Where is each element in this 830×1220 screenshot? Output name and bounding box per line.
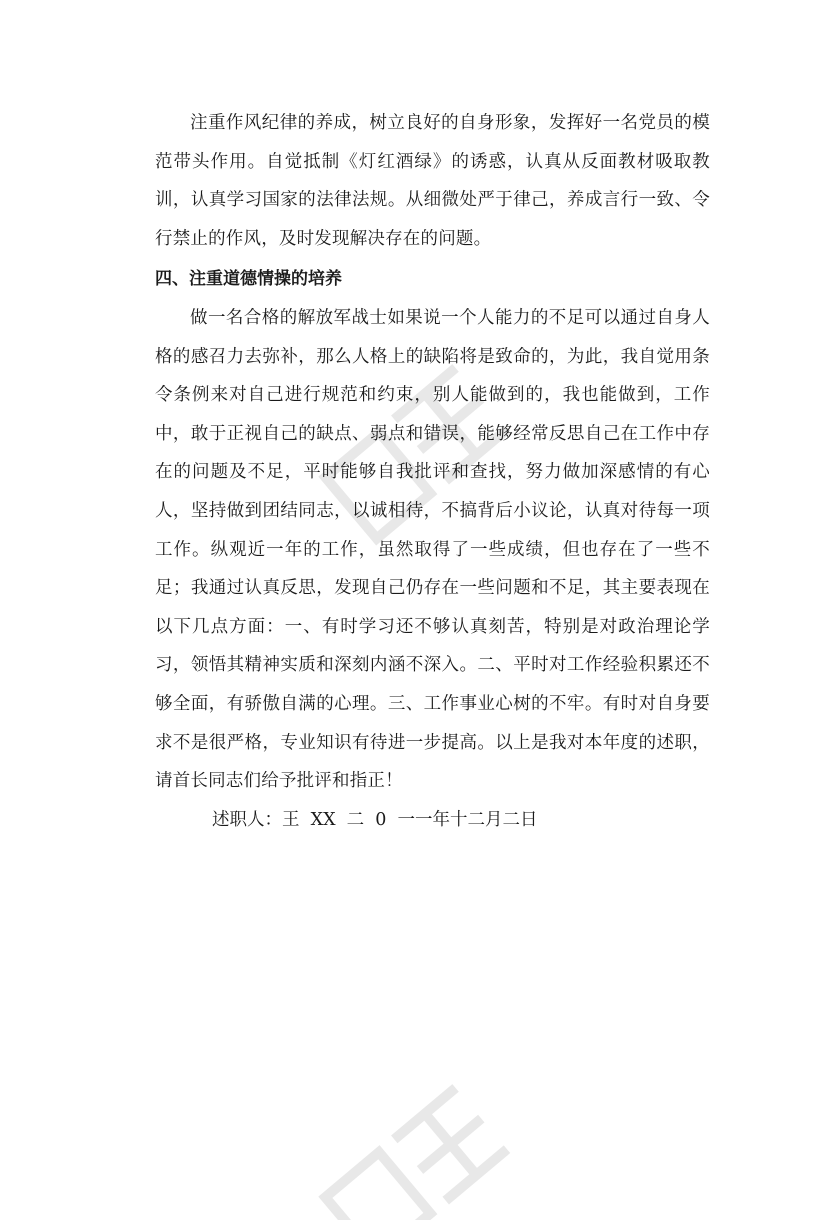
signature-line: 述职人：王 XX 二 0 一一年十二月二日 — [212, 809, 538, 830]
paragraph-morality: 做一名合格的解放军战士如果说一个人能力的不足可以通过自身人格的感召力去弥补，那么人格上的缺陷将是致命的，为此，我自觉用条令条例来对自己进行规范和约束，别人能做到的，我也能做到，工作中，敢于正视自己的缺点、弱点和错误，能够经常反思自己在工作中存在的问题及不足，平时能够自我批评和查找，努力做加深感情的有心人，坚持做到团结同志，以诚相待，不搞背后小议论，认真对待每一项工作。纵观近一年的工作，虽然取得了一些成绩，但也存在了一些不足；我通过认真反思，发现自己仍存在一些问题和不足，其主要表现在以下几点方面：一、有时学习还不够认真刻苦，特别是对政治理论学习，领悟其精神实质和深刻内涵不深入。二、平时对工作经验积累还不够全面，有骄傲自满的心理。三、工作事业心树的不牢。有时对自身要求不是很严格，专业知识有待进一步提高。以上是我对本年度的述职，请首长同志们给予批评和指正！ — [155, 307, 710, 792]
watermark-mark-bottom — [270, 1020, 570, 1220]
paragraph-discipline: 注重作风纪律的养成，树立良好的自身形象，发挥好一名党员的模范带头作用。自觉抵制《灯红酒绿》的诱惑，认真从反面教材吸取教训，认真学习国家的法律法规。从细微处严于律己，养成言行一致、令行禁止的作风，及时发现解决存在的问题。 — [155, 113, 710, 249]
document-page — [155, 104, 710, 839]
section-heading: 四、注重道德情操的培养 — [155, 269, 342, 290]
